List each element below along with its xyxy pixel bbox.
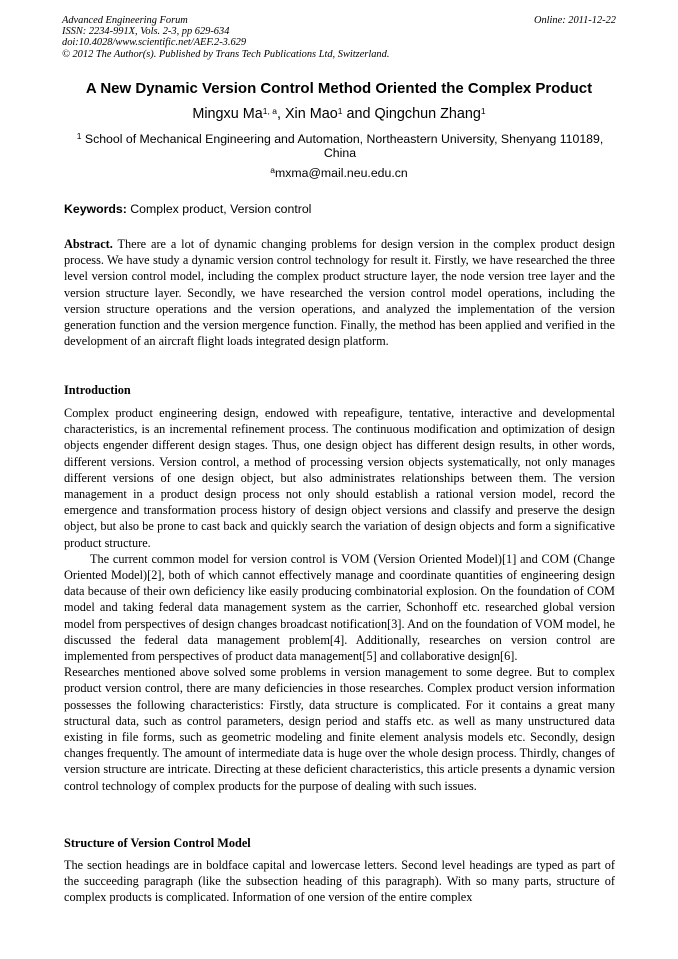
author-name: Mingxu Ma [192,106,263,122]
journal-name: Advanced Engineering Forum [62,15,188,26]
affiliation [64,132,616,161]
paragraph: The current common model for version control is VOM (Version Oriented Model)[1] and COM (Change Oriented Model)[2], both of which cannot effectively manage and coordinate quantities of engineering design data because of their own deficiency like easily producing combinatorial explosion. On the foundation of COM model and taking federal data management system as the carrier, Schonhoff etc. researched global version model from perspectives of design changes broadcast notification[3]. And on the foundation of VOM model, he discussed the federal data management problem[4]. Additionally, researches on version control are implemented from perspectives of product data management[5] and collaborative design[6]. [64,551,615,664]
keywords-text: Complex product, Version control [126,202,312,216]
section-heading-introduction: Introduction [64,383,131,397]
section-heading-structure: Structure of Version Control Model [64,836,251,850]
author-affiliation-mark: 1 [337,106,343,116]
paragraph: Complex product engineering design, endowed with repeafigure, tentative, interactive and developmental characteristics, is an incremental refinement process. The continuous modification and optimization of design objects engender different design stages. Thus, one design object has different design results, in other words, different versions. Version control, a method of processing version objects systematically, not only manages different versions of one design object, but also administrates relationships between them. The version management in a product design process not only should establish a rational version model, record the emergence and transformation process history of design object versions and classify and preserve the design object, but also be prone to cast back and quickly search the variation of design objects and form a significative product structure. [64,406,615,550]
introduction-section [64,405,615,794]
online-date: Online: 2011-12-22 [533,15,616,26]
author-name: Qingchun Zhang [374,106,481,122]
journal-header [62,15,616,60]
paper-title: A New Dynamic Version Control Method Oriented the Complex Product [85,80,593,97]
paragraph: The section headings are in boldface capital and lowercase letters. Second level headings are typed as part of the succeeding paragraph (like the subsection heading of this paragraph). With so many parts, structure of complex products is complicated. Information of one version of the entire complex [64,858,615,905]
author-affiliation-mark: 1 [480,106,486,116]
affiliation-mark: 1 [76,131,82,141]
copyright-line: © 2012 The Author(s). Published by Trans Tech Publications Ltd, Switzerland. [62,48,390,60]
author-separator: and [342,106,375,122]
affiliation-text: School of Mechanical Engineering and Automation, Northeastern University, Shenyang 110189, China [81,132,604,161]
abstract-text: There are a lot of dynamic changing problems for design version in the complex product design process. We have study a dynamic version control technology for result it. Firstly, we have researched the three level version control model, including the complex product structure layer, the node version tree layer and the version structure layer. Secondly, we have researched the version control model operations, including the version structure operations and the version operations, and analyzed the implementation of the version generation function and the version mergence function. Finally, the method has been applied and verified in the development of an aircraft flight loads integrated design platform. [64,237,615,349]
issn-line: ISSN: 2234-991X, Vols. 2-3, pp 629-634 [62,26,230,38]
email-address: mxma@mail.neu.edu.cn [274,166,408,180]
doi-line: doi:10.4028/www.scientific.net/AEF.2-3.629 [62,37,247,49]
abstract [64,236,615,349]
author-email [20,166,658,180]
email-mark: a [270,165,275,175]
keywords-label: Keywords: [64,202,127,216]
author-affiliation-mark: 1, a [262,106,277,116]
author-list [20,104,658,124]
paragraph: Researches mentioned above solved some problems in version management to some degree. But to complex product version control, there are many deficiencies in those researches. Complex product version information possesses the following characteristics: Firstly, data structure is complicated. For it contains a great many structural data, such as control parameters, design period and staffs etc. as well as many unstructured data existing in file forms, such as geometric modeling and finite element analysis models etc. Secondly, design changes frequently. The amount of intermediate data is huge over the whole design process. Thirdly, changes of version structure are intricate. Directing at these deficient characteristics, this article presents a dynamic version control technology of complex products for the purpose of dealing with such issues. [64,665,615,793]
author-name: Xin Mao [284,106,338,122]
structure-section [64,857,615,906]
abstract-label: Abstract. [64,237,113,251]
author-separator: , [276,106,285,122]
keywords [64,202,616,216]
